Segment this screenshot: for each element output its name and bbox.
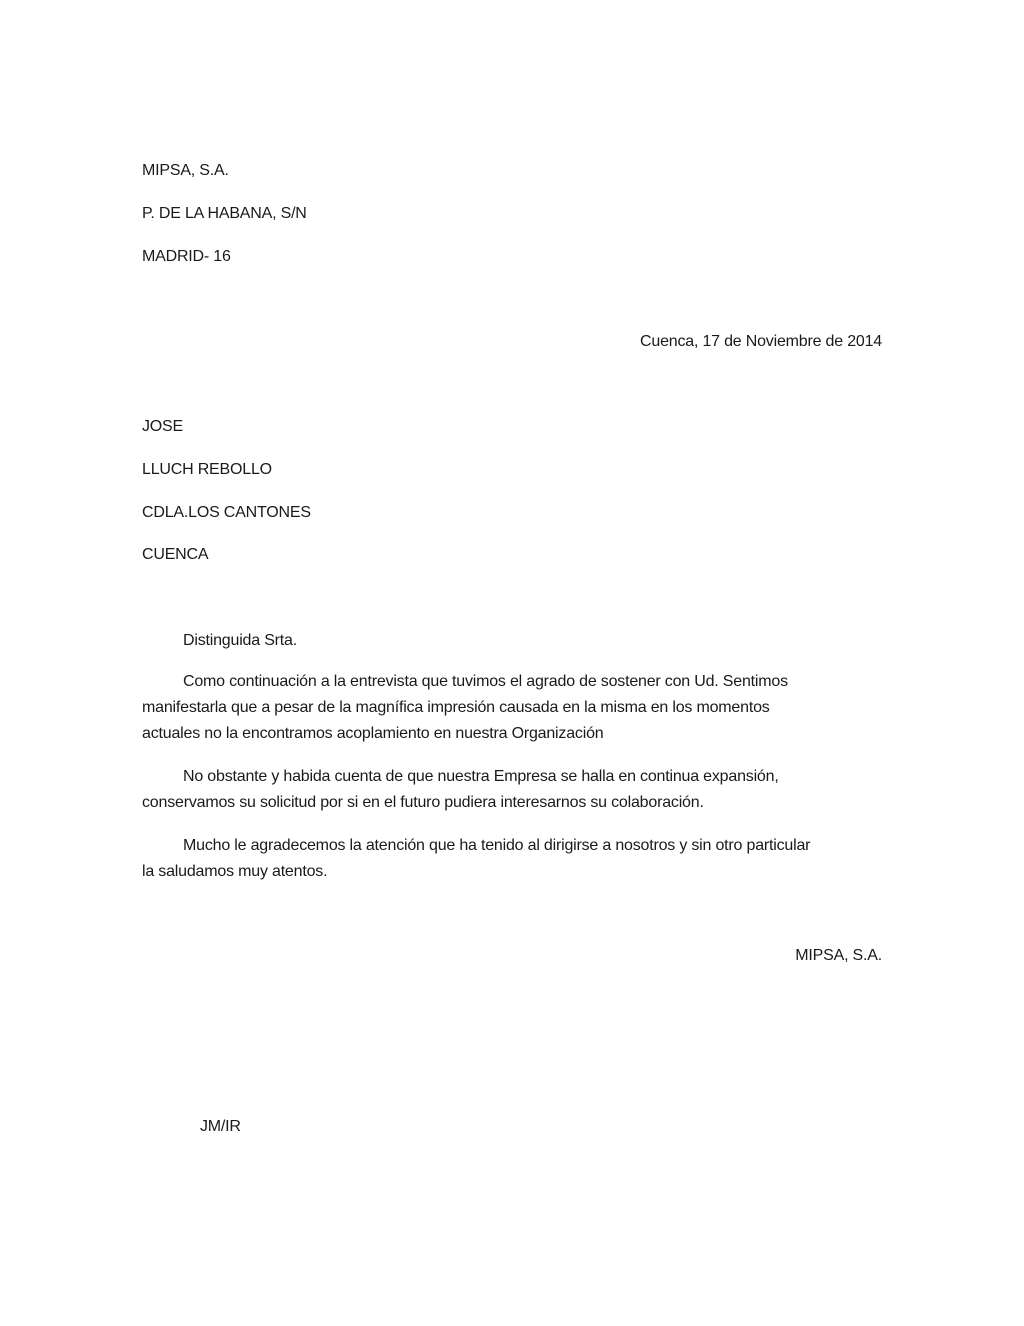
salutation: Distinguida Srta. <box>183 632 297 649</box>
recipient-address: CDLA.LOS CANTONES <box>142 504 311 521</box>
recipient-first-name: JOSE <box>142 418 183 435</box>
reference-initials: JM/IR <box>200 1118 241 1135</box>
body-paragraph-1 <box>142 669 882 747</box>
body-paragraph-1-line-2: manifestarla que a pesar de la magnífica impresión causada en la misma en los momentos <box>142 699 770 716</box>
signature: MIPSA, S.A. <box>795 947 882 964</box>
sender-address: P. DE LA HABANA, S/N <box>142 205 307 222</box>
sender-city: MADRID- 16 <box>142 248 231 265</box>
body-paragraph-1-line-1: Como continuación a la entrevista que tuvimos el agrado de sostener con Ud. Sentimos <box>183 673 788 690</box>
recipient-last-name: LLUCH REBOLLO <box>142 461 272 478</box>
body-paragraph-3-line-1: Mucho le agradecemos la atención que ha tenido al dirigirse a nosotros y sin otro particular <box>183 837 811 854</box>
body-paragraph-2-line-1: No obstante y habida cuenta de que nuestra Empresa se halla en continua expansión, <box>183 768 779 785</box>
sender-company: MIPSA, S.A. <box>142 162 229 179</box>
letter-date: Cuenca, 17 de Noviembre de 2014 <box>640 333 882 350</box>
body-paragraph-2-line-2: conservamos su solicitud por si en el futuro pudiera interesarnos su colaboración. <box>142 794 704 811</box>
recipient-city: CUENCA <box>142 546 209 563</box>
body-paragraph-3-line-2: la saludamos muy atentos. <box>142 863 328 880</box>
body-paragraph-3 <box>142 833 882 885</box>
body-paragraph-1-line-3: actuales no la encontramos acoplamiento en nuestra Organización <box>142 725 604 742</box>
body-paragraph-2 <box>142 764 882 816</box>
